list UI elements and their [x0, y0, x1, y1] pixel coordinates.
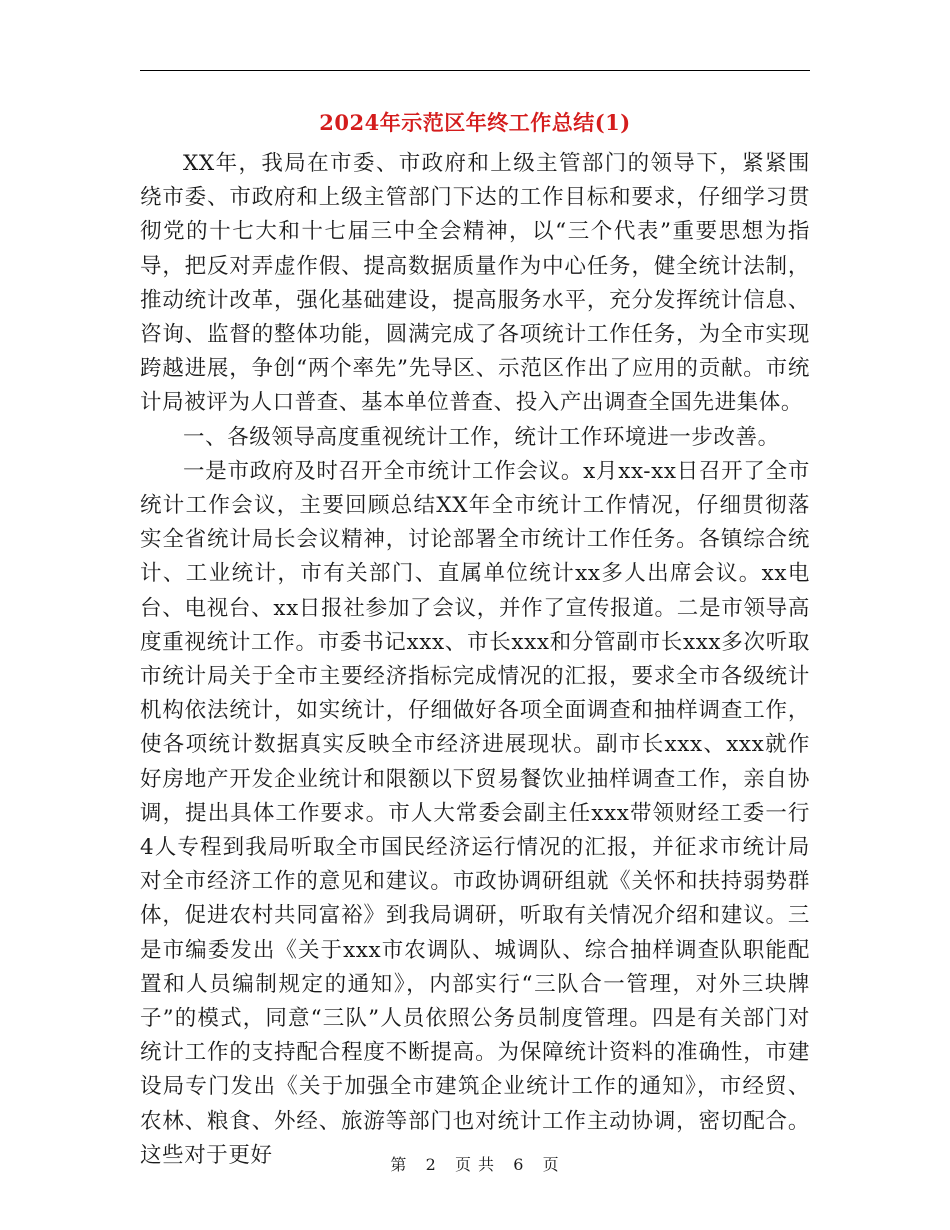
header-rule	[140, 70, 810, 71]
paragraph-section-heading: 一、各级领导高度重视统计工作，统计工作环境进一步改善。	[183, 424, 780, 450]
page-footer	[0, 1153, 950, 1177]
paragraph-details: 一是市政府及时召开全市统计工作会议。x月xx-xx日召开了全市统计工作会议，主要回顾总结XX年全市统计工作情况，仔细贯彻落实全省统计局长会议精神，讨论部署全市统计工作任务。各镇综合统计、工业统计，市有关部门、直属单位统计xx多人出席会议。xx电台、电视台、xx日报社参加了会议，并作了宣传报道。二是市领导高度重视统计工作。市委书记xxx、市长xxx和分管副市长xxx多次听取市统计局关于全市主要经济指标完成情况的汇报，要求全市各级统计机构依法统计，如实统计，仔细做好各项全面调查和抽样调查工作，使各项统计数据真实反映全市经济进展现状。副市长xxx、xxx就作好房地产开发企业统计和限额以下贸易餐饮业抽样调查工作，亲自协调，提出具体工作要求。市人大常委会副主任xxx带领财经工委一行4人专程到我局听取全市国民经济运行情况的汇报，并征求市统计局对全市经济工作的意见和建议。市政协调研组就《关怀和扶持弱势群体，促进农村共同富裕》到我局调研，听取有关情况介绍和建议。三是市编委发出《关于xxx市农调队、城调队、综合抽样调查队职能配置和人员编制规定的通知》，内部实行“三队合一管理，对外三块牌子”的模式，同意“三队”人员依照公务员制度管理。四是有关部门对统计工作的支持配合程度不断提高。为保障统计资料的准确性，市建设局专门发出《关于加强全市建筑企业统计工作的通知》，市经贸、农林、粮食、外经、旅游等部门也对统计工作主动协调，密切配合。这些对于更好	[140, 458, 810, 1168]
document-title: 2024年示范区年终工作总结(1)	[319, 110, 631, 135]
footer-prefix: 第	[390, 1155, 408, 1174]
footer-mid: 页 共	[454, 1155, 496, 1174]
footer-current-page: 2	[425, 1155, 437, 1174]
document-body	[140, 147, 810, 1173]
footer-suffix: 页	[542, 1155, 560, 1174]
footer-total-pages: 6	[513, 1155, 525, 1174]
paragraph-intro: XX年，我局在市委、市政府和上级主管部门的领导下，紧紧围绕市委、市政府和上级主管部门下达的工作目标和要求，仔细学习贯彻党的十七大和十七届三中全会精神，以“三个代表”重要思想为指导，把反对弄虚作假、提高数据质量作为中心任务，健全统计法制，推动统计改革，强化基础建设，提高服务水平，充分发挥统计信息、咨询、监督的整体功能，圆满完成了各项统计工作任务，为全市实现跨越进展，争创“两个率先”先导区、示范区作出了应用的贡献。市统计局被评为人口普查、基本单位普查、投入产出调查全国先进集体。	[140, 151, 810, 416]
